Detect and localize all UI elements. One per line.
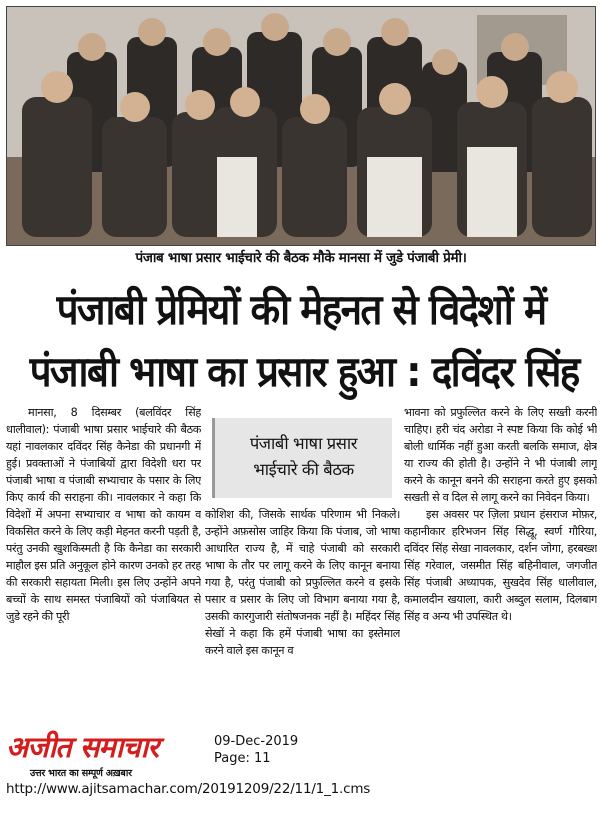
- pull-quote-line-2: भाईचारे की बैठक: [253, 460, 354, 479]
- newspaper-masthead: अजीत समाचार: [6, 730, 159, 764]
- pull-quote-box: [212, 418, 392, 498]
- masthead-tagline: उत्तर भारत का सम्पूर्ण अख़बार: [30, 768, 132, 779]
- source-url[interactable]: http://www.ajitsamachar.com/20191209/22/11/1_1.cms: [6, 781, 371, 797]
- article-paragraph: कोशिश की, जिसके सार्थक परिणाम भी निकले। उन्होंने अफ़सोस जाहिर किया कि पंजाब, जो भाषा आधारित राज्य है, में चाहे पंजाबी को सरकारी भाषा के तौर पर लागू करने के लिए कानून बनाया गया है, परंतु पंजाबी को प्रफुल्लित करने व इसके पसार व प्रसार के लिए जो विभाग बनाया गया है, उसकी कारगुजारी संतोषजनक नहीं है। महिंदर सिंह सेखों ने कहा कि हमें पंजाबी भाषा का इस्तेमाल करने वाले इस कानून व: [205, 508, 400, 657]
- group-photo-icon: [7, 7, 596, 246]
- article-column-1: [6, 404, 201, 722]
- pull-quote-line-1: पंजाबी भाषा प्रसार: [249, 434, 358, 453]
- article-column-2: [205, 506, 400, 722]
- article-paragraph: मानसा, 8 दिसम्बर (बलविंदर सिंह धालीवाल): पंजाबी भाषा प्रसार भाईचारे की बैठक यहां नावलकार दविंदर सिंह कैनेडा की प्रधानगी में हुई। प्रवक्ताओं ने पंजाबियों द्वारा विदेशी धरा पर पंजाबी भाषा व पंजाबी सभ्याचार के पसार के लिए किए कार्य की सराहना की। नावलकार ने कहा कि विदेशों में अपना सभ्याचार व भाषा को कायम व विकसित करने के लिए कड़ी मेहनत करनी पड़ती है, परंतु उनकी खुशकिस्मती है कि कैनेडा का सरकारी माहौल इस प्रति अनुकूल होने कारण उनको हर तरह की सरकारी सहायता मिली। इस लिए उन्होंने अपने बच्चों के साथ समस्त पंजाबियों को पंजाबियत से जुडे रहने की पूरी: [6, 406, 201, 623]
- headline-line-1: पंजाबी प्रेमियों की मेहनत से विदेशों में: [56, 285, 546, 334]
- article-paragraph: भावना को प्रफुल्लित करने के लिए सख्ती करनी चाहिए। हरी चंद अरोडा ने स्पष्ट किया कि कोई भी बोली धार्मिक नहीं हुआ करती बलकि समाज, क्षेत्र या राज्य की होती है। उन्होंने ने भी पंजाबी लागू करने के कानून बनने की सराहना करते हुए इसको सखती से व दिल से लागू करने का निवेदन किया।: [404, 406, 597, 504]
- group-photo: [6, 6, 596, 246]
- photo-caption: पंजाब भाषा प्रसार भाईचारे की बैठक मौके मानसा में जुडे पंजाबी प्रेमी।: [135, 250, 467, 266]
- article-paragraph: इस अवसर पर ज़िला प्रधान हंसराज मोफ़र, कहानीकार हरिभजन सिंह सिद्धू, स्वर्ण गौरिया, दविंदर सिंह सेखा नावलकार, दर्शन जोगा, हरबख्श सिंह गरेवाल, जसमीत सिंह बहिनीवाल, जगजीत सिंह पंजाबी अध्यापक, सुखदेव सिंह धालीवाल, कमालदीन खयाला, कारी अब्दुल सलाम, दिलबाग सिंह व अन्य भी उपस्थित थे।: [404, 508, 597, 623]
- page-number: Page: 11: [214, 751, 271, 766]
- edition-date: 09-Dec-2019: [214, 734, 299, 749]
- headline-line-2: पंजाबी भाषा का प्रसार हुआ : दविंदर सिंह: [29, 347, 579, 396]
- article-column-3: [404, 404, 597, 722]
